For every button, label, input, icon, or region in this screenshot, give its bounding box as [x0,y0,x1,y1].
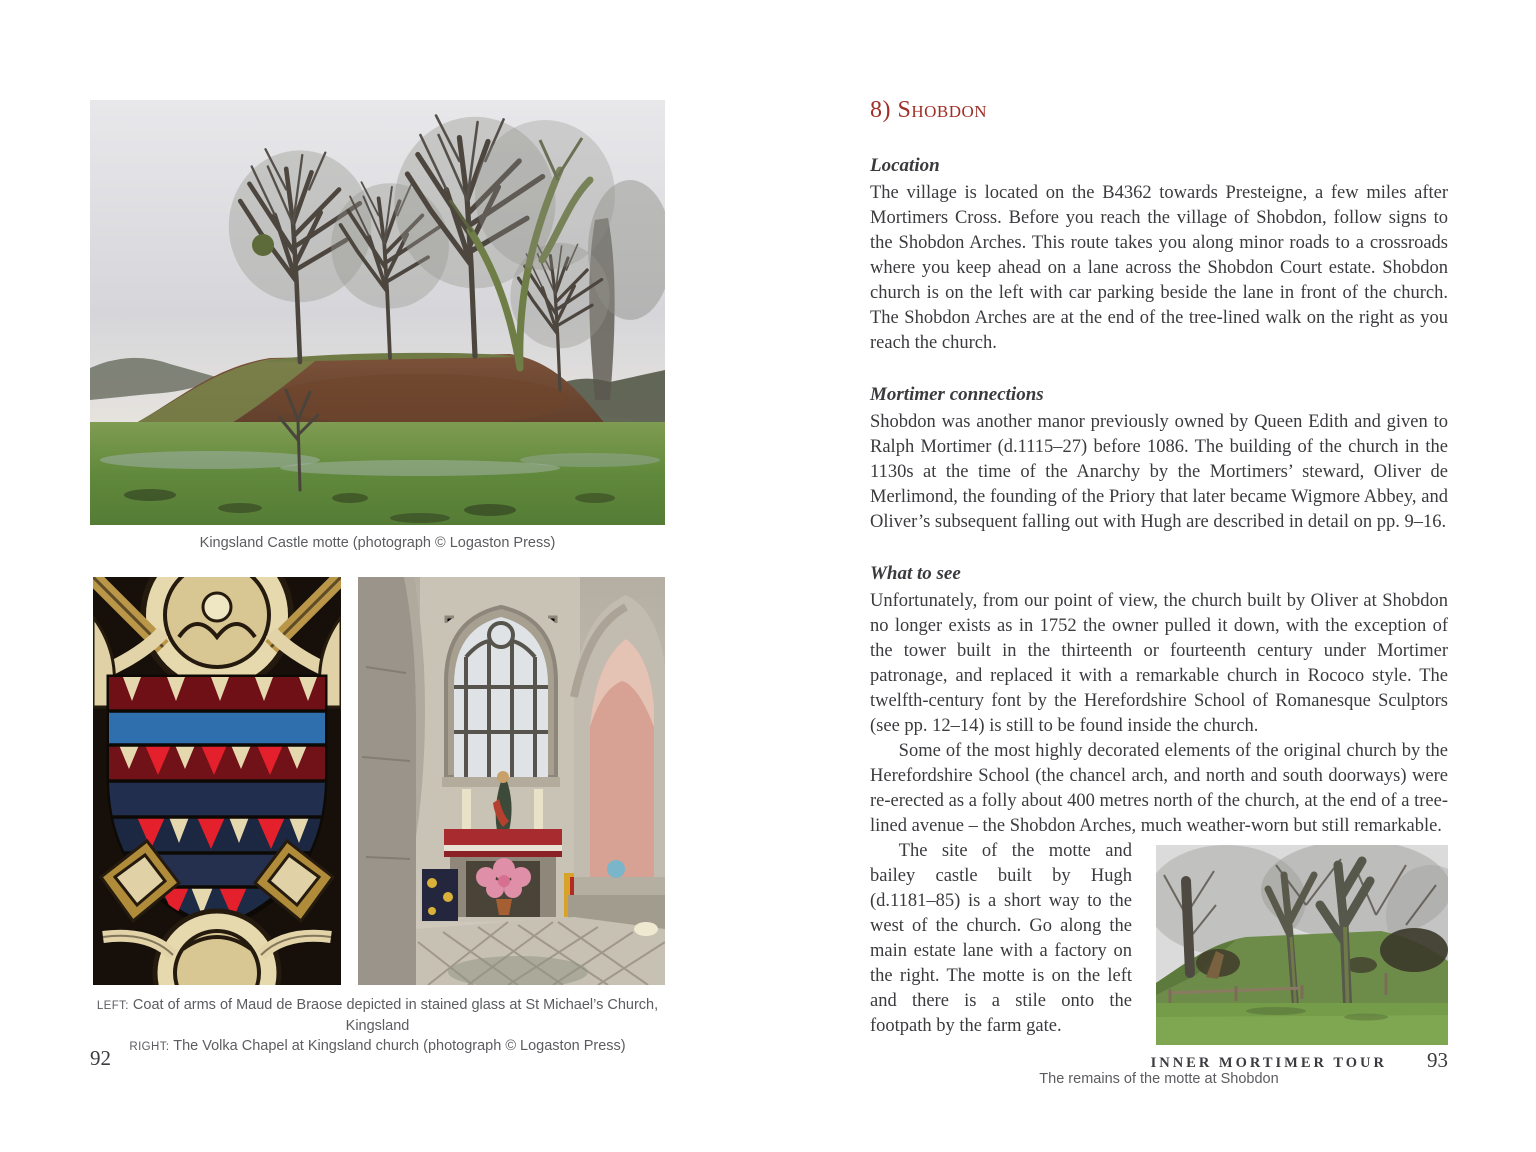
caption-right-text: The Volka Chapel at Kingsland church (photograph © Logaston Press) [169,1038,626,1054]
stained-glass-illustration [93,577,341,985]
caption-left-text: Coat of arms of Maud de Braose depicted in stained glass at St Michael’s Church, Kingsland [128,997,659,1034]
what-to-see-paragraph-2: Some of the most highly decorated elements of the original church by the Herefordshire School (the chancel arch, and north and south doorways) were re-erected as a folly about 400 metres north of the church, at the end of a tree-lined avenue – the Shobdon Arches, much weather-worn but still remarkable. [870,741,1448,836]
right-page-footer [870,1048,1448,1073]
bottom-photos-caption [70,995,685,1057]
caption-left-label: LEFT: [96,1000,129,1012]
mortimer-connections-paragraph: Shobdon was another manor previously owned by Queen Edith and given to Ralph Mortimer (d.1115–27) before 1086. The building of the church in the 1130s at the time of the Anarchy by the Mortimers’ steward, Oliver de Merlimond, the founding of the Priory that later became Wigmore Abbey, and Oliver’s subsequent falling out with Hugh are described in detail on pp. 9–16. [870,412,1448,532]
subheading-location: Location [870,155,940,176]
volka-chapel-illustration [358,577,665,985]
kingsland-motte-photo [90,100,665,525]
what-to-see-paragraph-1: Unfortunately, from our point of view, the church built by Oliver at Shobdon no longer exists as in 1752 the owner pulled it down, with the exception of the tower built in the thirteenth or fourteenth century under Mortimer patronage, and replaced it with a remarkable church in Rococo style. The twelfth-century font by the Herefordshire School of Romanesque Sculptors (see pp. 12–14) is still to be found inside the church. [870,591,1448,736]
location-paragraph: The village is located on the B4362 towards Presteigne, a few miles after Mortimers Cross. Before you reach the village of Shobdon, follow signs to the Shobdon Arches. This route takes you along minor roads to a crossroads where you keep ahead on a lane across the Shobdon Court estate. Shobdon church is on the left with car parking beside the lane in front of the church. The Shobdon Arches are at the end of the tree-lined walk on the right as you reach the church. [870,183,1448,353]
kingsland-photo-caption: Kingsland Castle motte (photograph © Logaston Press) [199,535,556,551]
stained-glass-photo [93,577,341,985]
shobdon-motte-photo [1156,845,1448,1045]
section-heading-shobdon: 8) Shobdon [870,97,988,123]
subheading-mortimer-connections: Mortimer connections [870,384,1044,405]
subheading-what-to-see: What to see [870,563,961,584]
caption-right-label: RIGHT: [129,1041,170,1053]
page-number-right: 93 [1427,1048,1448,1072]
what-to-see-paragraph-3: The site of the motte and bailey castle built by Hugh (d.1181–85) is a short way to the west of the church. Go along the main estate lane with a factory on the right. The motte is on the left and there is a stile onto the footpath by the farm gate. [870,841,1132,1036]
bottom-caption-line1 [70,995,685,1036]
running-footer-title: INNER MORTIMER TOUR [1150,1055,1387,1071]
kingsland-motte-illustration [90,100,665,525]
page-number-left: 92 [90,1046,111,1070]
volka-chapel-photo [358,577,665,985]
shobdon-photo-caption: The remains of the motte at Shobdon [1039,1071,1279,1087]
bottom-caption-line2 [70,1036,685,1057]
shobdon-motte-illustration [1156,845,1448,1045]
right-page-text-column [870,96,1448,1089]
